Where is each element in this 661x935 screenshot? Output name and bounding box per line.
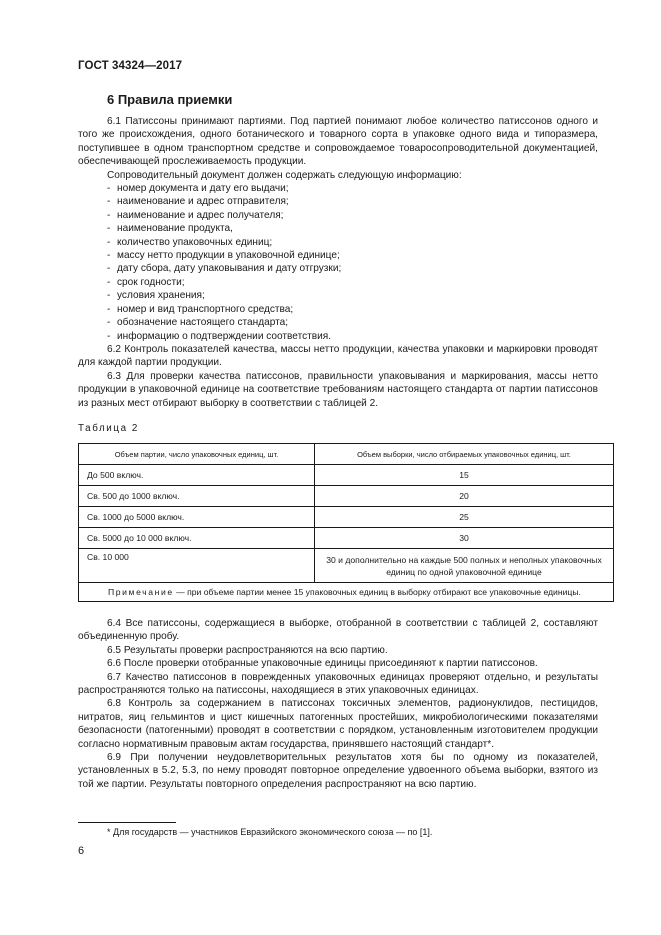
table-row [79,528,614,549]
table-cell-sample: 20 [315,486,614,507]
list-item: - условия хранения; [107,290,205,302]
table-cell-lot: Св. 1000 до 5000 включ. [79,507,315,528]
table-note-row [79,583,614,602]
table-cell-lot: Св. 5000 до 10 000 включ. [79,528,315,549]
paragraph-doc-intro: Сопроводительный документ должен содержать следующую информацию: [107,169,462,181]
table-row [79,465,614,486]
paragraph-6-6: 6.6 После проверки отобранные упаковочные единицы присоединяют к партии патиссонов. [107,658,538,670]
table-row [79,486,614,507]
section-title: 6 Правила приемки [107,92,233,107]
list-item: - обозначение настоящего стандарта; [107,317,289,329]
doc-items-list [78,182,598,343]
list-item: - массу нетто продукции в упаковочной единице; [107,250,340,262]
list-item: - наименование и адрес получателя; [107,209,284,221]
footnote-separator [78,822,176,823]
list-item: - номер документа и дату его выдачи; [107,183,289,195]
paragraph-6-5: 6.5 Результаты проверки распространяются на всю партию. [107,644,388,656]
list-item: - срок годности; [107,276,185,288]
table-caption: Таблица 2 [78,423,139,434]
footnote: * Для государств — участников Евразийского экономического союза — по [1]. [107,827,433,837]
table-header-cell: Объем партии, число упаковочных единиц, шт. [79,444,315,465]
paragraph-6-8: 6.8 Контроль за содержанием в патиссонах токсичных элементов, радионуклидов, пестицидов, нитратов, яиц гельминтов и цист кишечных патогенных простейших, микробиологическими показателями безопасности (патогенными) проводят в соответствии с порядком, установленным изготовителем продукции согласно нормативным правовым актам государства, принявшего настоящий стандарт*. [78,698,598,750]
table-header-cell: Объем выборки, число отбираемых упаковочных единиц, шт. [315,444,614,465]
list-item: - количество упаковочных единиц; [107,236,273,248]
table-cell-sample: 15 [315,465,614,486]
paragraph-6-4: 6.4 Все патиссоны, содержащиеся в выборке, отобранной в соответствии с таблицей 2, составляют объединенную пробу. [78,618,598,643]
list-item: - номер и вид транспортного средства; [107,303,294,315]
table-cell-lot: До 500 включ. [79,465,315,486]
table-note [79,583,614,602]
table-cell-sample: 25 [315,507,614,528]
table-cell-sample: 30 и дополнительно на каждые 500 полных и неполных упаковочных единиц по одной упаковочной единице [315,549,614,583]
note-text: — при объеме партии менее 15 упаковочных единиц в выборку отбирают все упаковочные единицы. [173,587,581,597]
paragraph-6-1: 6.1 Патиссоны принимают партиями. Под партией понимают любое количество патиссонов одного и того же происхождения, одного ботанического и товарного сорта в упаковке одного вида и типоразмера, поступившее в одном транспортном средстве и сопровождаемое товаросопроводительной документацией, обеспечивающей прослеживаемость продукции. [78,116,598,168]
table-cell-sample: 30 [315,528,614,549]
sample-size-table [78,443,614,602]
table-row [79,507,614,528]
page-number: 6 [78,845,85,857]
list-item: - дату сбора, дату упаковывания и дату отгрузки; [107,263,342,275]
note-label: Примечание [108,587,174,597]
table-cell-lot: Св. 500 до 1000 включ. [79,486,315,507]
list-item: - наименование и адрес отправителя; [107,196,289,208]
table-header-row [79,444,614,465]
paragraph-6-9: 6.9 При получении неудовлетворительных результатов хотя бы по одному из показателей, установленных в 5.2, 5.3, по нему проводят повторное определение удвоенного объема выборки, взятого из той же партии. Результаты повторного определения распространяют на всю партию. [78,752,598,790]
document-header: ГОСТ 34324—2017 [78,60,183,72]
paragraph-6-7: 6.7 Качество патиссонов в поврежденных упаковочных единицах проверяют отдельно, и результаты распространяются только на патиссоны, находящиеся в этих упаковочных единицах. [78,671,598,697]
paragraph-6-3: 6.3 Для проверки качества патиссонов, правильности упаковывания и маркирования, массы нетто продукции в упаковочной единице на соответствие требованиям настоящего стандарта от партии патиссонов из разных мест отбирают выборку в соответствии с таблицей 2. [78,370,598,409]
table-row [79,549,614,583]
text-block-lower [78,617,598,791]
list-item: - наименование продукта, [107,223,233,235]
table-cell-lot: Св. 10 000 [79,549,315,583]
text-block-upper [78,115,598,410]
list-item: - информацию о подтверждении соответствия. [107,330,332,342]
paragraph-6-2: 6.2 Контроль показателей качества, массы нетто продукции, качества упаковки и маркировки проводят для каждой партии продукции. [78,343,598,369]
